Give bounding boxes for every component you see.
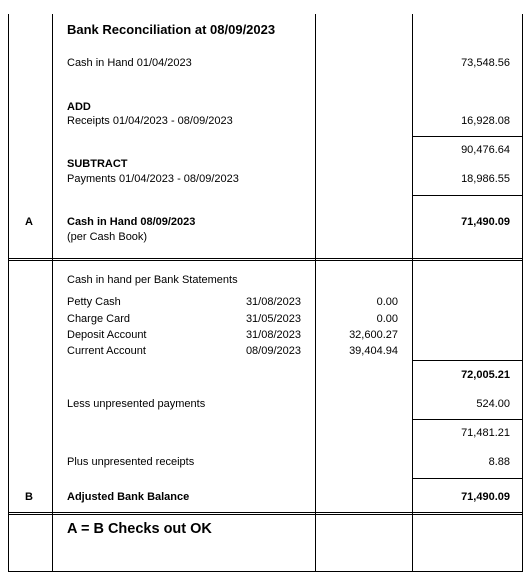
unpresented-payments-amount: 524.00 (476, 398, 510, 410)
section-divider-top (8, 260, 523, 261)
account-name: Charge Card (67, 313, 130, 325)
account-name: Current Account (67, 345, 146, 357)
closing-cash-amount: 71,490.09 (461, 216, 510, 228)
unpresented-receipts-amount: 8.88 (488, 456, 510, 468)
amount-rule (412, 136, 523, 137)
amount-rule (412, 478, 523, 479)
section-divider-top (8, 258, 523, 259)
unpresented-receipts-label: Plus unpresented receipts (67, 456, 195, 468)
amount-rule (412, 419, 523, 420)
account-date: 08/09/2023 (245, 345, 301, 357)
amount-rule (412, 360, 523, 361)
page-title: Bank Reconciliation at 08/09/2023 (67, 22, 276, 37)
bottom-border (8, 571, 523, 572)
account-amount: 0.00 (376, 313, 398, 325)
conclusion-text: A = B Checks out OK (67, 521, 212, 537)
accounts-total-amount: 72,005.21 (461, 369, 510, 381)
top-subtotal-amount: 90,476.64 (461, 144, 510, 156)
cash-in-hand-open-label: Cash in Hand 01/04/2023 (67, 57, 192, 69)
add-heading: ADD (67, 101, 91, 113)
adjusted-balance-amount: 71,490.09 (461, 491, 510, 503)
column-divider-1 (52, 14, 53, 572)
account-date: 31/08/2023 (245, 329, 301, 341)
section-divider-bottom (8, 514, 523, 515)
bank-subtotal-amount: 71,481.21 (461, 427, 510, 439)
account-name: Deposit Account (67, 329, 147, 341)
cash-in-hand-open-amount: 73,548.56 (461, 57, 510, 69)
amount-rule (412, 195, 523, 196)
account-date: 31/08/2023 (245, 296, 301, 308)
account-name: Petty Cash (67, 296, 121, 308)
bank-statements-heading: Cash in hand per Bank Statements (67, 274, 238, 286)
closing-cash-sublabel: (per Cash Book) (67, 231, 148, 243)
frame-left-border (8, 14, 9, 572)
account-amount: 0.00 (376, 296, 398, 308)
marker-b: B (25, 491, 33, 503)
section-divider-bottom (8, 512, 523, 513)
account-amount: 32,600.27 (349, 329, 398, 341)
frame-right-border (522, 14, 523, 572)
account-amount: 39,404.94 (349, 345, 398, 357)
receipts-amount: 16,928.08 (461, 115, 510, 127)
subtract-heading: SUBTRACT (67, 158, 128, 170)
marker-a: A (25, 216, 33, 228)
receipts-label: Receipts 01/04/2023 - 08/09/2023 (67, 115, 233, 127)
closing-cash-label: Cash in Hand 08/09/2023 (67, 216, 196, 228)
payments-label: Payments 01/04/2023 - 08/09/2023 (67, 173, 239, 185)
column-divider-3 (412, 14, 413, 572)
unpresented-payments-label: Less unpresented payments (67, 398, 206, 410)
account-date: 31/05/2023 (245, 313, 301, 325)
adjusted-balance-label: Adjusted Bank Balance (67, 491, 190, 503)
column-divider-2 (315, 14, 316, 572)
payments-amount: 18,986.55 (461, 173, 510, 185)
